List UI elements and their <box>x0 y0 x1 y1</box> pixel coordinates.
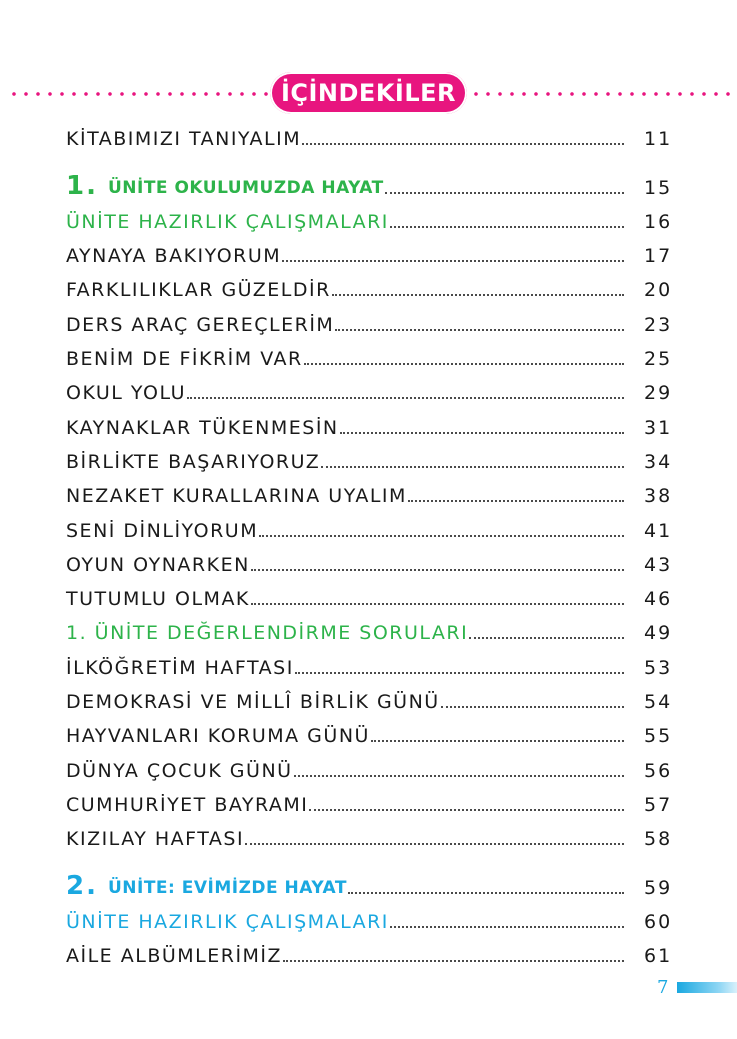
dot-leader <box>282 260 624 262</box>
toc-entry <box>66 271 676 305</box>
toc-entry <box>66 477 676 511</box>
dot-leader <box>348 892 624 894</box>
dot-leader <box>371 740 624 742</box>
dot-leader <box>259 535 624 537</box>
dot-leader <box>390 226 624 228</box>
toc-entry <box>66 511 676 545</box>
unit-number: 1. <box>66 170 98 201</box>
toc-entry-page: 61 <box>644 945 673 968</box>
dot-leader <box>295 672 624 674</box>
toc-entry-page: 20 <box>644 279 673 302</box>
toc-entry <box>66 868 676 902</box>
toc-entry <box>66 903 676 937</box>
toc-entry-page: 34 <box>644 450 673 473</box>
dot-leader <box>302 143 624 145</box>
toc-entry <box>66 203 676 237</box>
toc-entry-page: 23 <box>644 313 673 336</box>
toc-entry <box>66 443 676 477</box>
toc-entry-page: 54 <box>644 691 673 714</box>
toc-entry-page: 53 <box>644 656 673 679</box>
toc-entry-title: DÜNYA ÇOCUK GÜNÜ <box>66 759 293 782</box>
toc-entry <box>66 786 676 820</box>
toc-entry-title: ÜNİTE: EVİMİZDE HAYAT <box>107 877 347 898</box>
toc-entry-page: 25 <box>644 348 673 371</box>
toc-entry <box>66 683 676 717</box>
dot-leader <box>335 329 624 331</box>
toc-entry-title: İLKÖĞRETİM HAFTASI <box>66 656 294 679</box>
toc-entry-page: 49 <box>644 622 673 645</box>
dot-leader <box>385 192 624 194</box>
toc-entry-title: TUTUMLU OLMAK <box>66 588 250 611</box>
dot-leader <box>332 294 624 296</box>
toc-entry-page: 59 <box>644 876 673 899</box>
toc-entry <box>66 717 676 751</box>
toc-entry <box>66 751 676 785</box>
toc-entry-page: 58 <box>644 828 673 851</box>
dot-leader <box>187 397 624 399</box>
dotted-rule-left <box>8 92 270 96</box>
toc-entry <box>66 340 676 374</box>
toc-entry-title: KAYNAKLAR TÜKENMESİN <box>66 416 339 439</box>
toc-entry-page: 15 <box>644 176 673 199</box>
toc-entry <box>66 120 676 154</box>
toc-title: İÇİNDEKİLER <box>270 72 467 114</box>
toc-entry-title: CUMHURİYET BAYRAMI <box>66 793 309 816</box>
toc-entry-title: ÜNİTE HAZIRLIK ÇALIŞMALARI <box>66 210 389 233</box>
toc-entry-page: 57 <box>644 793 673 816</box>
dot-leader <box>294 775 624 777</box>
dotted-rule-right <box>470 92 732 96</box>
toc-entry-title: BENİM DE FİKRİM VAR <box>66 348 303 371</box>
dot-leader <box>390 926 624 928</box>
toc-entry-page: 11 <box>644 128 673 151</box>
toc-entry <box>66 937 676 971</box>
toc-entry <box>66 237 676 271</box>
toc-entry <box>66 614 676 648</box>
toc-entry-page: 43 <box>644 553 673 576</box>
toc-entry <box>66 820 676 854</box>
toc-entry <box>66 305 676 339</box>
page-number: 7 <box>657 977 669 998</box>
toc-entry <box>66 546 676 580</box>
toc-entry-title: ÜNİTE HAZIRLIK ÇALIŞMALARI <box>66 910 389 933</box>
dot-leader <box>304 363 624 365</box>
toc-entry-title: 1. ÜNİTE DEĞERLENDİRME SORULARI <box>66 622 469 645</box>
toc-entry <box>66 408 676 442</box>
toc-entry-title: KIZILAY HAFTASI <box>66 828 245 851</box>
dot-leader <box>251 603 624 605</box>
toc-entry-page: 60 <box>644 910 673 933</box>
toc-entry-page: 56 <box>644 759 673 782</box>
toc-entry-title: OKUL YOLU <box>66 382 187 405</box>
dot-leader <box>340 432 624 434</box>
toc-entry <box>66 168 676 202</box>
unit-number: 2. <box>66 870 98 901</box>
dot-leader <box>441 706 624 708</box>
toc-entry-title: OYUN OYNARKEN <box>66 553 250 576</box>
toc-entry-page: 55 <box>644 725 673 748</box>
table-of-contents <box>66 120 676 971</box>
dot-leader <box>321 466 624 468</box>
toc-entry <box>66 374 676 408</box>
toc-entry-title: ÜNİTE OKULUMUZDA HAYAT <box>107 177 384 198</box>
dot-leader <box>309 809 624 811</box>
toc-entry-title: BİRLİKTE BAŞARIYORUZ <box>66 450 321 473</box>
toc-entry-title: AYNAYA BAKIYORUM <box>66 245 282 268</box>
toc-entry-title: HAYVANLARI KORUMA GÜNÜ <box>66 725 370 748</box>
toc-entry-page: 16 <box>644 210 673 233</box>
page-number-bar <box>677 982 737 993</box>
toc-entry-page: 38 <box>644 485 673 508</box>
toc-entry-title: AİLE ALBÜMLERİMİZ <box>66 945 283 968</box>
dot-leader <box>245 843 624 845</box>
toc-entry-title: DEMOKRASİ VE MİLLÎ BİRLİK GÜNÜ <box>66 691 440 714</box>
toc-entry-title: FARKLILIKLAR GÜZELDİR <box>66 279 331 302</box>
toc-entry-page: 41 <box>644 519 673 542</box>
toc-entry-title: NEZAKET KURALLARINA UYALIM <box>66 485 407 508</box>
toc-entry-page: 31 <box>644 416 673 439</box>
toc-entry-page: 17 <box>644 245 673 268</box>
toc-entry-page: 29 <box>644 382 673 405</box>
dot-leader <box>283 960 624 962</box>
toc-entry-title: DERS ARAÇ GEREÇLERİM <box>66 313 335 336</box>
toc-entry <box>66 580 676 614</box>
toc-entry-title: KİTABIMIZI TANIYALIM <box>66 128 302 151</box>
dot-leader <box>469 637 624 639</box>
toc-entry-title: SENİ DİNLİYORUM <box>66 519 259 542</box>
toc-entry <box>66 648 676 682</box>
dot-leader <box>408 500 624 502</box>
toc-header <box>0 72 737 116</box>
toc-entry-page: 46 <box>644 588 673 611</box>
dot-leader <box>251 569 624 571</box>
